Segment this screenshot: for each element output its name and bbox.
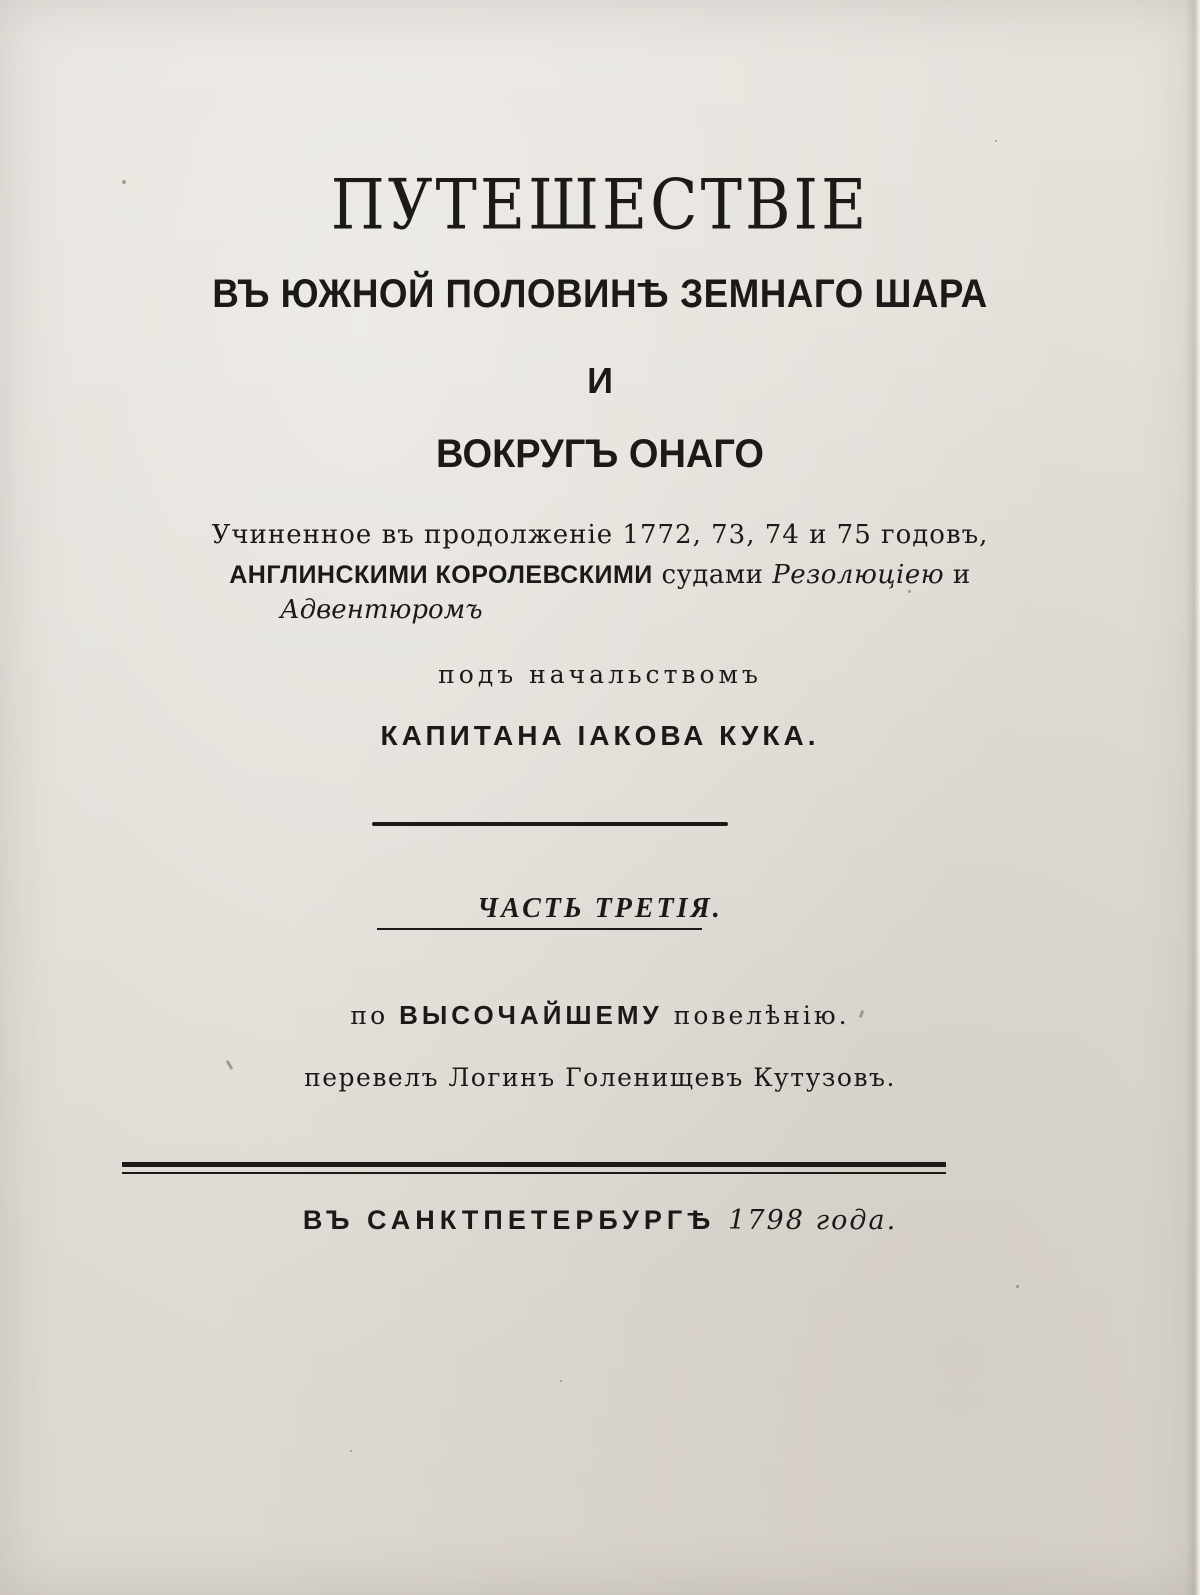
translator-credit: перевелъ Логинъ Голенищевъ Кутузовъ. — [304, 1063, 896, 1092]
ships-line-continued — [280, 595, 483, 625]
ship-name-resolution: Резолюціею — [772, 560, 945, 590]
paper-speck — [995, 140, 997, 142]
voyage-years: Учиненное въ продолженіе 1772, 73, 74 и 75 годовъ, — [211, 520, 989, 550]
paper-speck — [350, 1450, 352, 1452]
imprint-place: ВЪ САНКТПЕТЕРБУРГѢ — [302, 1205, 716, 1235]
imperial-order — [0, 1000, 1200, 1031]
ships-word: судами — [661, 560, 764, 590]
order-highest: ВЫСОЧАЙШЕМУ — [399, 1000, 663, 1030]
ships-nationality: АНГЛИНСКИМИ КОРОЛЕВСКИМИ — [229, 561, 653, 589]
book-subtitle: ВЪ ЮЖНОЙ ПОЛОВИНѢ ЗЕМНАГО ШАРА — [212, 272, 988, 316]
imprint-year: 1798 года. — [728, 1205, 898, 1236]
ship-name-adventure: Адвентюромъ — [280, 595, 483, 625]
ships-line — [0, 560, 1200, 590]
volume-part: ЧАСТЬ ТРЕТІЯ. — [477, 893, 723, 924]
order-prefix: по — [350, 1001, 389, 1030]
under-command: подъ начальствомъ — [438, 660, 762, 689]
paper-speck — [1016, 1285, 1019, 1288]
subtitle-around: ВОКРУГЪ ОНАГО — [436, 432, 764, 476]
paper-speck — [560, 1380, 562, 1382]
double-rule-bottom — [122, 1172, 946, 1174]
double-rule-top — [122, 1162, 946, 1167]
captain-name: КАПИТАНА ІАКОВА КУКА. — [380, 720, 820, 751]
subtitle-conjunction: И — [587, 360, 613, 401]
paper-speck — [908, 590, 911, 593]
imprint — [0, 1205, 1200, 1236]
ornamental-rule — [372, 822, 728, 826]
ships-and: и — [952, 560, 971, 590]
part-underline — [377, 928, 702, 930]
book-title: ПУТЕШЕСТВІЕ — [330, 163, 870, 246]
order-suffix: повелѣнію. — [673, 1001, 850, 1030]
